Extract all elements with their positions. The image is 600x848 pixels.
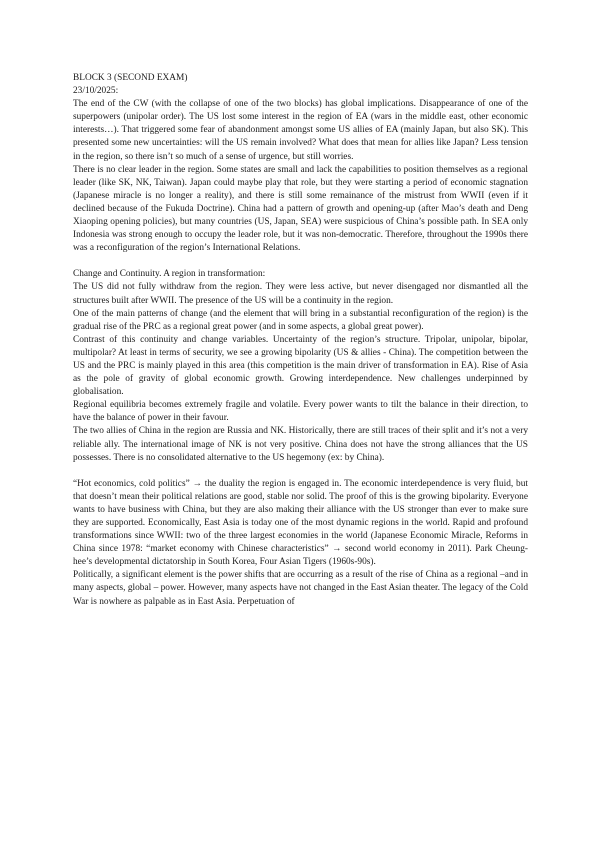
paragraph-gap (73, 255, 528, 268)
paragraph: Politically, a significant element is the power shifts that are occurring as a result of the rise of China as a regional –and in many aspects, global – power. However, many aspects have not changed in the East Asian theater. The legacy of the Cold War is nowhere as palpable as in East Asia. Perpetuation of (73, 570, 528, 607)
document-page (73, 72, 528, 609)
document-date: 23/10/2025: (73, 86, 119, 97)
paragraph: “Hot economics, cold politics” → the duality the region is engaged in. The economic interdependence is very fluid, but that doesn’t mean their political relations are good, stable nor solid. The proof of this is the growing bipolarity. Everyone wants to have business with China, but they are also making their alliance with the US stronger than ever to make sure they are supported. Economically, East Asia is today one of the most dynamic regions in the world. Rapid and profound transformations since WWII: two of the three largest economies in the world (Japanese Economic Miracle, Reforms in China since 1978: “market economy with Chinese characteristics” → second world economy in 2011). Park Cheung-hee’s developmental dictatorship in South Korea, Four Asian Tigers (1960s-90s). (73, 478, 528, 568)
document-heading: BLOCK 3 (SECOND EXAM) (73, 73, 188, 83)
paragraph: Regional equilibria becomes extremely fragile and volatile. Every power wants to tilt the balance in their direction, to have the balance of power in their favour. (73, 400, 528, 424)
paragraph: The two allies of China in the region are Russia and NK. Historically, there are still traces of their split and it’s not a very reliable ally. The international image of NK is not very positive. China does not have the strong alliances that the US possesses. There is no consolidated alternative to the US hegemony (ex: by China). (73, 426, 528, 463)
paragraph: The end of the CW (with the collapse of one of the two blocks) has global implications. Disappearance of one of the superpowers (unipolar order). The US lost some interest in the region of EA (wars in the middle east, other economic interests…). That triggered some fear of abandonment amongst some US allies of EA (mainly Japan, but also SK). This presented some new uncertainties: will the US remain involved? What does that mean for allies like Japan? Less tension in the region, so there isn’t so much of a sense of urgence, but still worries. (73, 99, 528, 162)
paragraph: Contrast of this continuity and change variables. Uncertainty of the region’s structure. Tripolar, unipolar, bipolar, multipolar? At least in terms of security, we see a growing bipolarity (US & allies - China). The competition between the US and the PRC is mainly played in this area (this competition is the main driver of transformation in EA). Rise of Asia as the pole of gravity of global economic growth. Growing interdependence. New challenges underpinned by globalisation. (73, 334, 528, 398)
paragraph: The US did not fully withdraw from the region. They were less active, but never disengaged nor dismantled all the structures built after WWII. The presence of the US will be a continuity in the region. (73, 282, 528, 306)
paragraph-gap (73, 465, 528, 478)
paragraph: There is no clear leader in the region. Some states are small and lack the capabilities to position themselves as a regional leader (like SK, NK, Taiwan). Japan could maybe play that role, but they were starting a period of economic stagnation (Japanese miracle is no longer a reality), and there is still some remainance of the mistrust from WWII (even if it declined because of the Fukuda Doctrine). China had a pattern of growth and opening-up (after Mao’s death and Deng Xiaoping opening policies), but many countries (US, Japan, SEA) were suspicious of China’s possible path. In SEA only Indonesia was strong enough to occupy the leader role, but it was non-democratic. Therefore, throughout the 1990s there was a reconfiguration of the region’s International Relations. (73, 164, 528, 254)
paragraph: One of the main patterns of change (and the element that will bring in a substantial reconfiguration of the region) is the gradual rise of the PRC as a regional great power (and in some aspects, a global great power). (73, 308, 528, 332)
section-heading: Change and Continuity. A region in transformation: (73, 269, 266, 280)
